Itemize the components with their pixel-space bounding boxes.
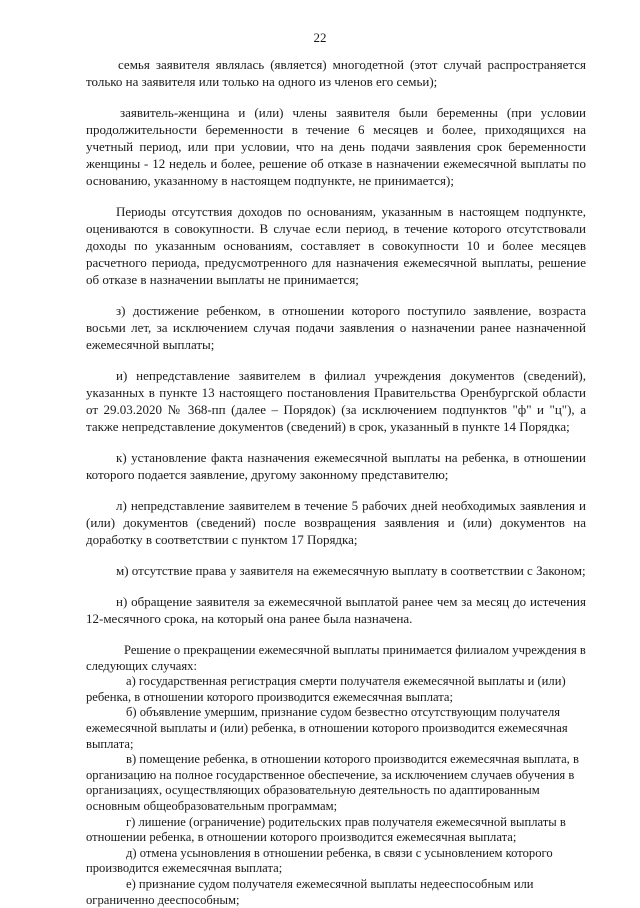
termination-item-v: в) помещение ребенка, в отношении которого производится ежемесячная выплата, в организацию на полное государственное обеспечение, за исключением случаев обучения в организациях, осуществляющих образовательную деятельность по адаптированным основным общеобразовательным программам;	[86, 752, 579, 813]
paragraph-item-z: з) достижение ребенком, в отношении которого поступило заявление, возраста восьми лет, за исключением случая подачи заявления о назначении ранее назначенной ежемесячной выплаты;	[86, 303, 586, 352]
termination-item-g: г) лишение (ограничение) родительских прав получателя ежемесячной выплаты в отношении ребенка, в отношении которого производится ежемесячная выплата;	[86, 814, 566, 845]
paragraph-large-family: семья заявителя являлась (является) многодетной (этот случай распространяется только на заявителя или только на одного из членов его семьи);	[86, 57, 586, 89]
paragraph-item-n: н) обращение заявителя за ежемесячной выплатой ранее чем за месяц до истечения 12-месячного срока, на который она ранее была назначена.	[86, 594, 586, 626]
termination-item-d: д) отмена усыновления в отношении ребенка, в связи с усыновлением которого производится ежемесячная выплата;	[86, 845, 553, 876]
document-body	[86, 56, 586, 908]
paragraph-income-periods: Периоды отсутствия доходов по основаниям, указанным в настоящем подпункте, оцениваются в совокупности. В случае если период, в течение которого отсутствовали доходы по указанным основаниям, составляет в совокупности 10 и более месяцев расчетного периода, предусмотренного для назначения ежемесячной выплаты, решение об отказе в назначении выплаты не принимается;	[86, 204, 586, 287]
paragraph-item-i: и) непредставление заявителем в филиал учреждения документов (сведений), указанных в пункте 13 настоящего постановления Правительства Оренбургской области от 29.03.2020 № 368-пп (далее – Порядок) (за исключением подпунктов "ф" и "ц"), а также непредставление документов (сведений) в срок, указанный в пункте 14 Порядка;	[86, 368, 586, 434]
paragraph-item-m: м) отсутствие права у заявителя на ежемесячную выплату в соответствии с Законом;	[116, 563, 586, 578]
page-number: 22	[313, 30, 327, 45]
paragraph-item-l: л) непредставление заявителем в течение 5 рабочих дней необходимых заявления и (или) документов (сведений) после возвращения заявления и (или) документов на доработку в соответствии с пунктом 17 Порядка;	[86, 498, 586, 547]
termination-section	[86, 643, 586, 908]
paragraph-pregnancy: заявитель-женщина и (или) члены заявителя были беременны (при условии продолжительности беременности в течение 6 месяцев и более, приходящихся на учетный период, или при условии, что на день подачи заявления срок беременности женщины - 12 недель и более, решение об отказе в назначении ежемесячной выплаты по основанию, указанному в настоящем подпункте, не принимается);	[86, 105, 586, 188]
paragraph-item-k: к) установление факта назначения ежемесячной выплаты на ребенка, в отношении которого подается заявление, другому законному представителю;	[86, 450, 586, 482]
termination-item-e: е) признание судом получателя ежемесячной выплаты недееспособным или ограниченно дееспособным;	[86, 876, 534, 907]
termination-item-a: а) государственная регистрация смерти получателя ежемесячной выплаты и (или) ребенка, в отношении которого производится ежемесячная выплата;	[86, 674, 566, 704]
termination-intro: Решение о прекращении ежемесячной выплаты принимается филиалом учреждения в следующих случаях:	[86, 643, 586, 673]
termination-item-b: б) объявление умершим, признание судом безвестно отсутствующим получателя ежемесячной выплаты и (или) ребенка, в отношении которого производится ежемесячная выплата;	[86, 705, 568, 751]
